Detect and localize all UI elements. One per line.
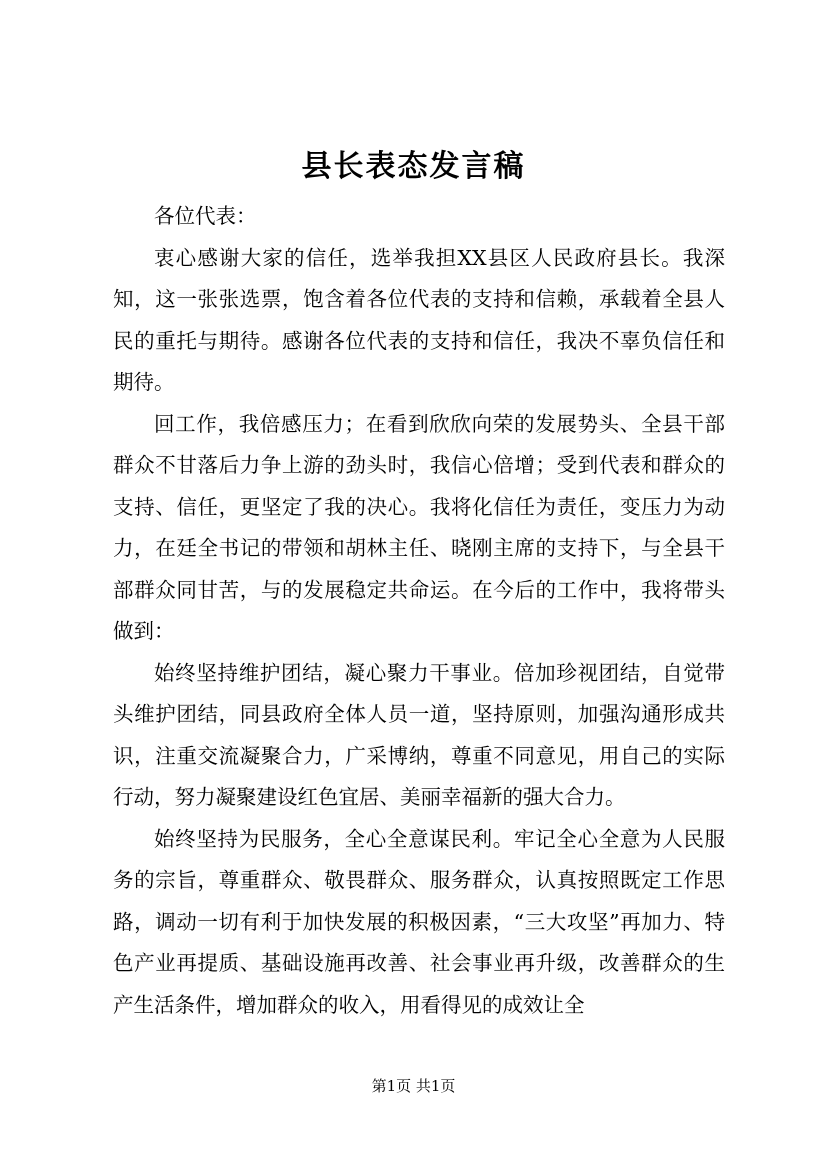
document-title: 县长表态发言稿 (301, 149, 526, 184)
paragraph: 始终坚持维护团结，凝心聚力干事业。倍加珍视团结，自觉带头维护团结，同县政府全体人员一道，坚持原则，加强沟通形成共识，注重交流凝聚合力，广采博纳，尊重不同意见，用自己的实际行动，努力凝聚建设红色宜居、美丽幸福新的强大合力。 (113, 660, 725, 809)
salutation: 各位代表： (154, 204, 257, 228)
paragraph: 回工作，我倍感压力；在看到欣欣向荣的发展势头、全县干部群众不甘落后力争上游的劲头时，我信心倍增；受到代表和群众的支持、信任，更坚定了我的决心。我将化信任为责任，变压力为动力，在廷全书记的带领和胡林主任、晓刚主席的支持下，与全县干部群众同甘苦，与的发展稳定共命运。在今后的工作中，我将带头做到： (113, 411, 725, 643)
paragraph: 衷心感谢大家的信任，选举我担XX县区人民政府县长。我深知，这一张张选票，饱含着各位代表的支持和信赖，承载着全县人民的重托与期待。感谢各位代表的支持和信任，我决不辜负信任和期待。 (113, 245, 725, 394)
document-body (113, 196, 725, 1026)
paragraph: 始终坚持为民服务，全心全意谋民利。牢记全心全意为人民服务的宗旨，尊重群众、敬畏群众、服务群众，认真按照既定工作思路，调动一切有利于加快发展的积极因素，“三大攻坚”再加力、特色产业再提质、基础设施再改善、社会事业再升级，改善群众的生产生活条件，增加群众的收入，用看得见的成效让全 (113, 826, 725, 1017)
page-footer: 第1页 共1页 (371, 1077, 456, 1095)
